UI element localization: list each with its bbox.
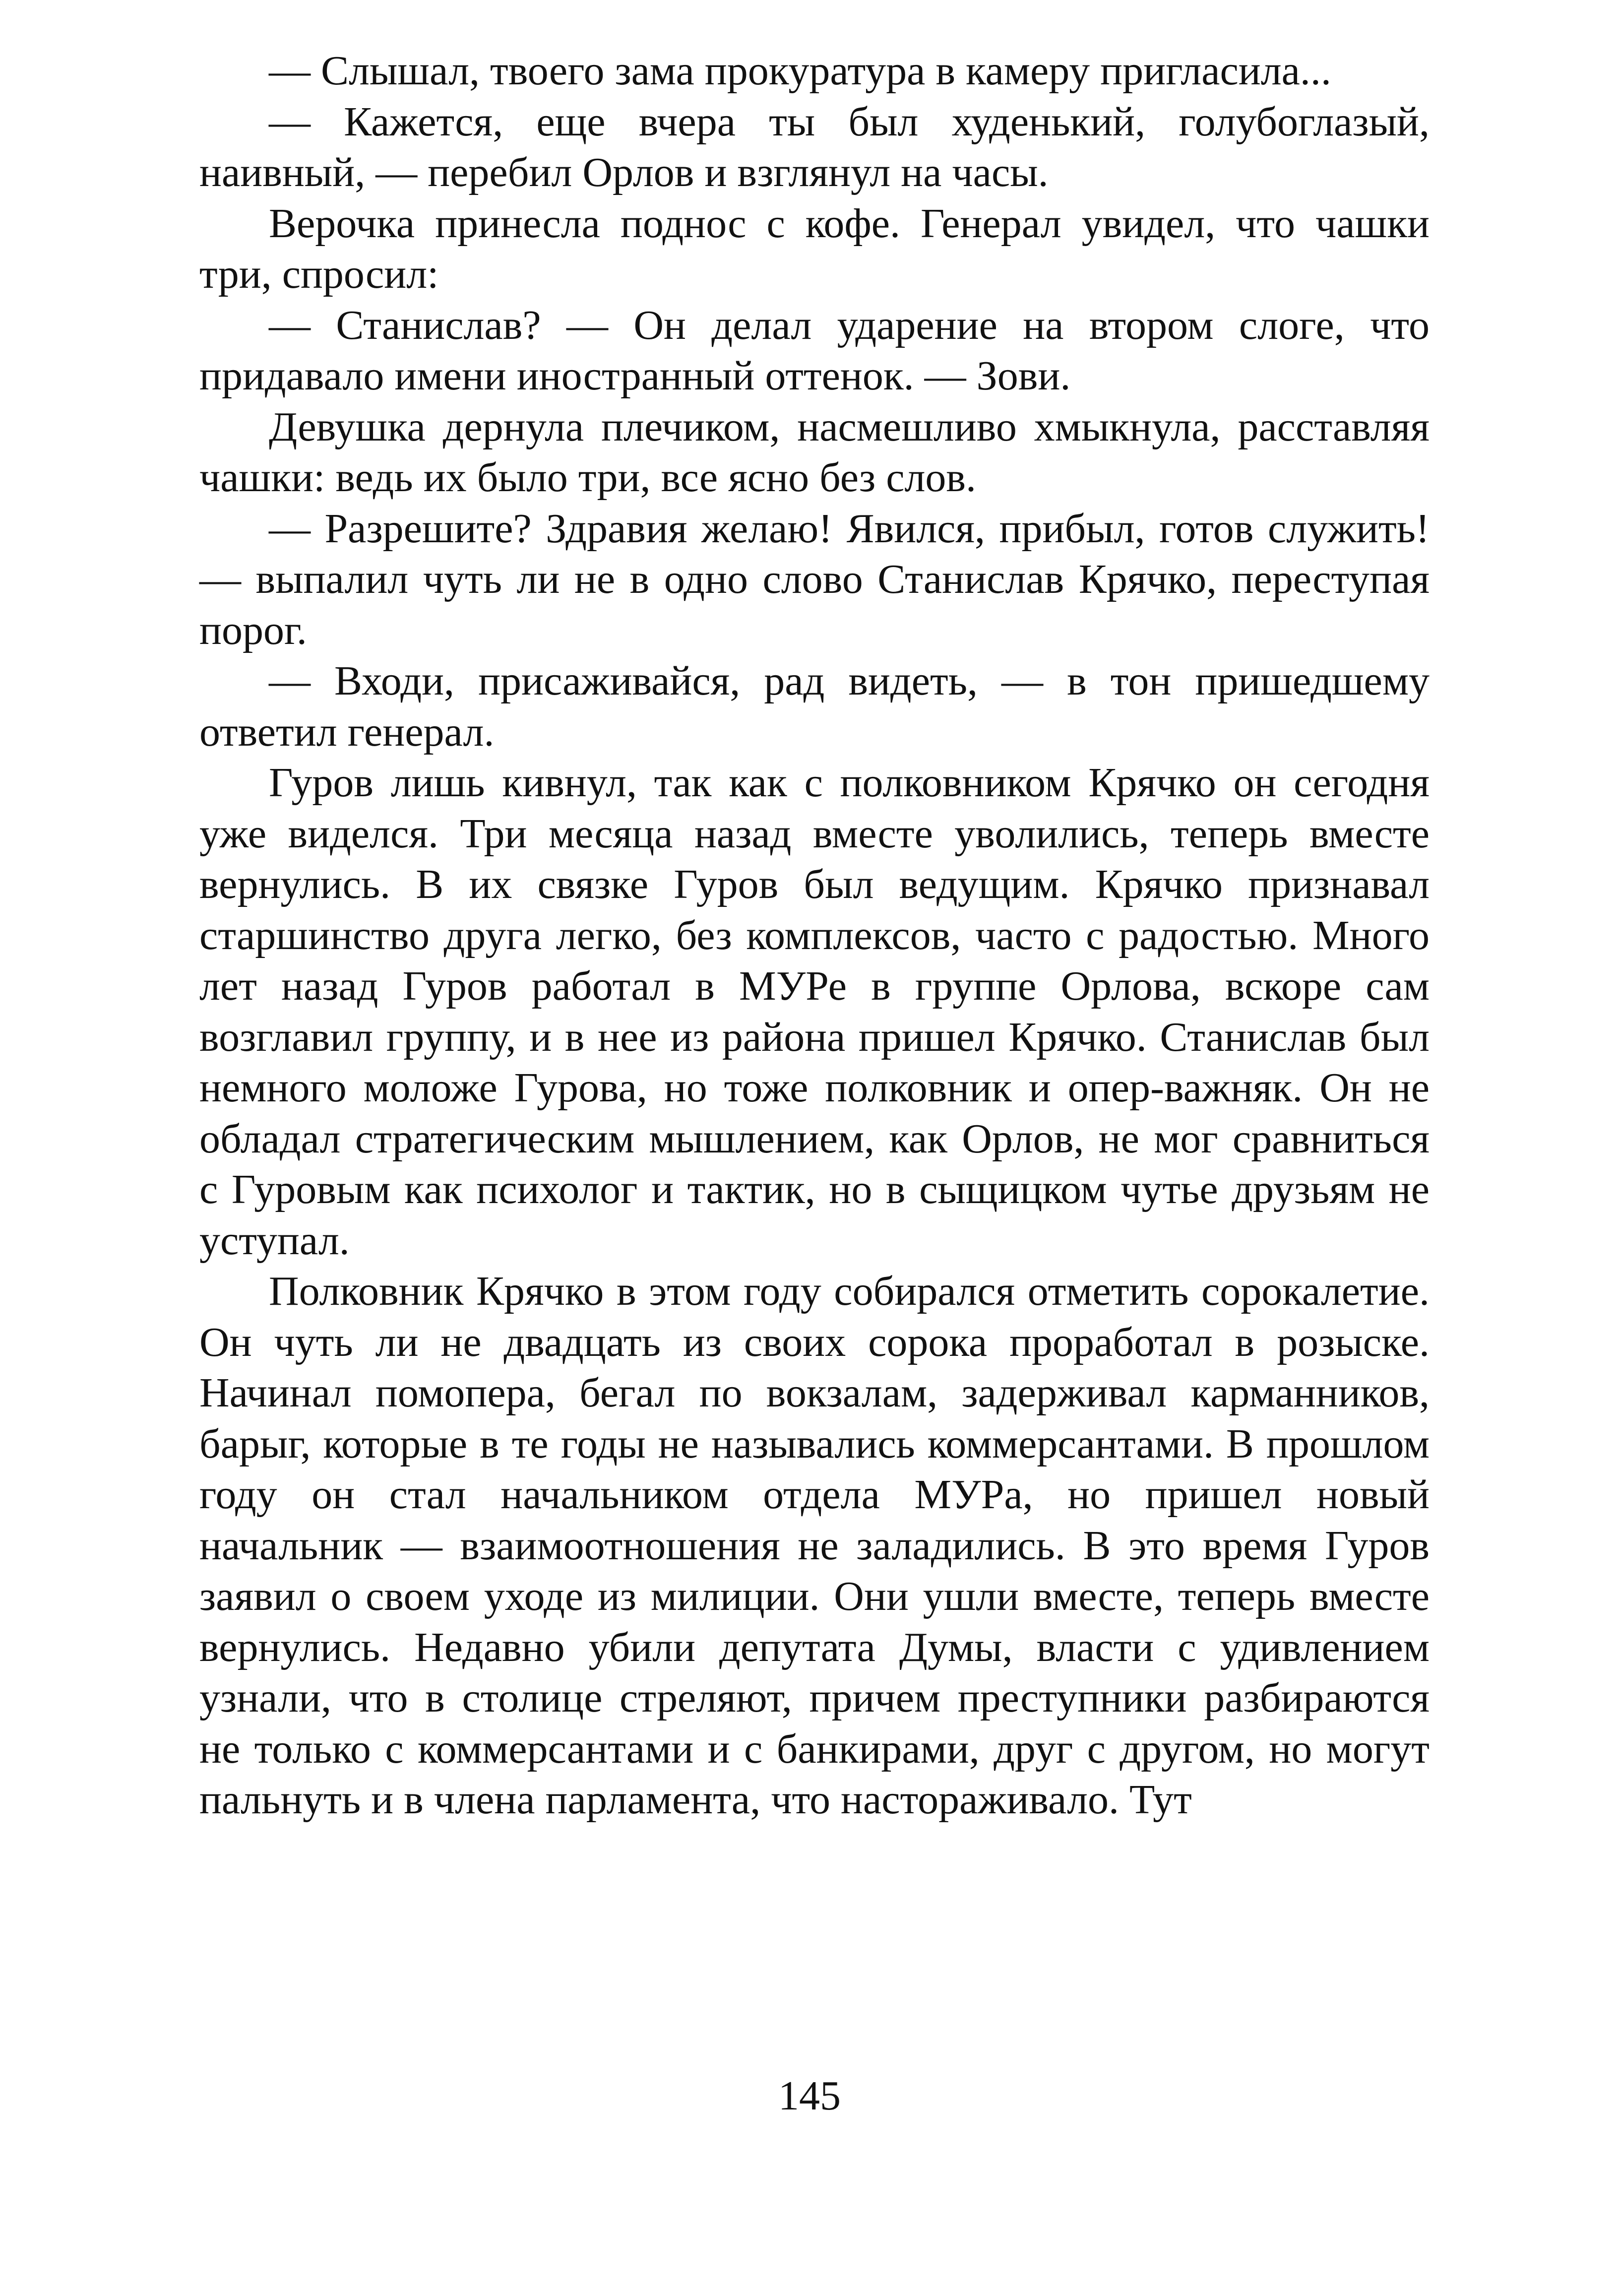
paragraph-1: — Слышал, твоего зама прокуратура в камеру пригласила... [269,48,1331,94]
paragraph-4: — Станислав? — Он делал ударение на втором слоге, что придавало имени иностранный оттенок. — Зови. [199,302,1430,399]
paragraph-2: — Кажется, еще вчера ты был худенький, голубоглазый, наивный, — перебил Орлов и взглянул на часы. [199,98,1430,195]
page-body-text [199,46,1430,1826]
paragraph-3: Верочка принесла поднос с кофе. Генерал увидел, что чашки три, спросил: [199,200,1430,297]
paragraph-7: — Входи, присаживайся, рад видеть, — в тон пришедшему ответил генерал. [199,658,1430,755]
paragraph-9: Полковник Крячко в этом году собирался отметить сорокалетие. Он чуть ли не двадцать из своих сорока проработал в розыске. Начинал помопера, бегал по вокзалам, задерживал карманников, барыг, которые в те годы не назывались коммерсантами. В прошлом году он стал начальником отдела МУРа, но пришел новый начальник — взаимоотношения не заладились. В это время Гуров заявил о своем уходе из милиции. Они ушли вместе, теперь вместе вернулись. Недавно убили депутата Думы, власти с удивлением узнали, что в столице стреляют, причем преступники разбираются не только с коммерсантами и с банкирами, друг с другом, но могут пальнуть и в члена парламента, что настораживало. Тут [199,1268,1430,1823]
paragraph-8: Гуров лишь кивнул, так как с полковником Крячко он сегодня уже виделся. Три месяца назад вместе уволились, теперь вместе вернулись. В их связке Гуров был ведущим. Крячко признавал старшинство друга легко, без комплексов, часто с радостью. Много лет назад Гуров работал в МУРе в группе Орлова, вскоре сам возглавил группу, и в нее из района пришел Крячко. Станислав был немного моложе Гурова, но тоже полковник и опер-важняк. Он не обладал стратегическим мышлением, как Орлов, не мог сравниться с Гуровым как психолог и тактик, но в сыщицком чутье друзьям не уступал. [199,760,1430,1264]
paragraph-5: Девушка дернула плечиком, насмешливо хмыкнула, расставляя чашки: ведь их было три, все ясно без слов. [199,403,1430,501]
page-number: 145 [778,2073,841,2119]
paragraph-6: — Разрешите? Здравия желаю! Явился, прибыл, готов служить! — выпалил чуть ли не в одно слово Станислав Крячко, переступая порог. [199,505,1430,653]
